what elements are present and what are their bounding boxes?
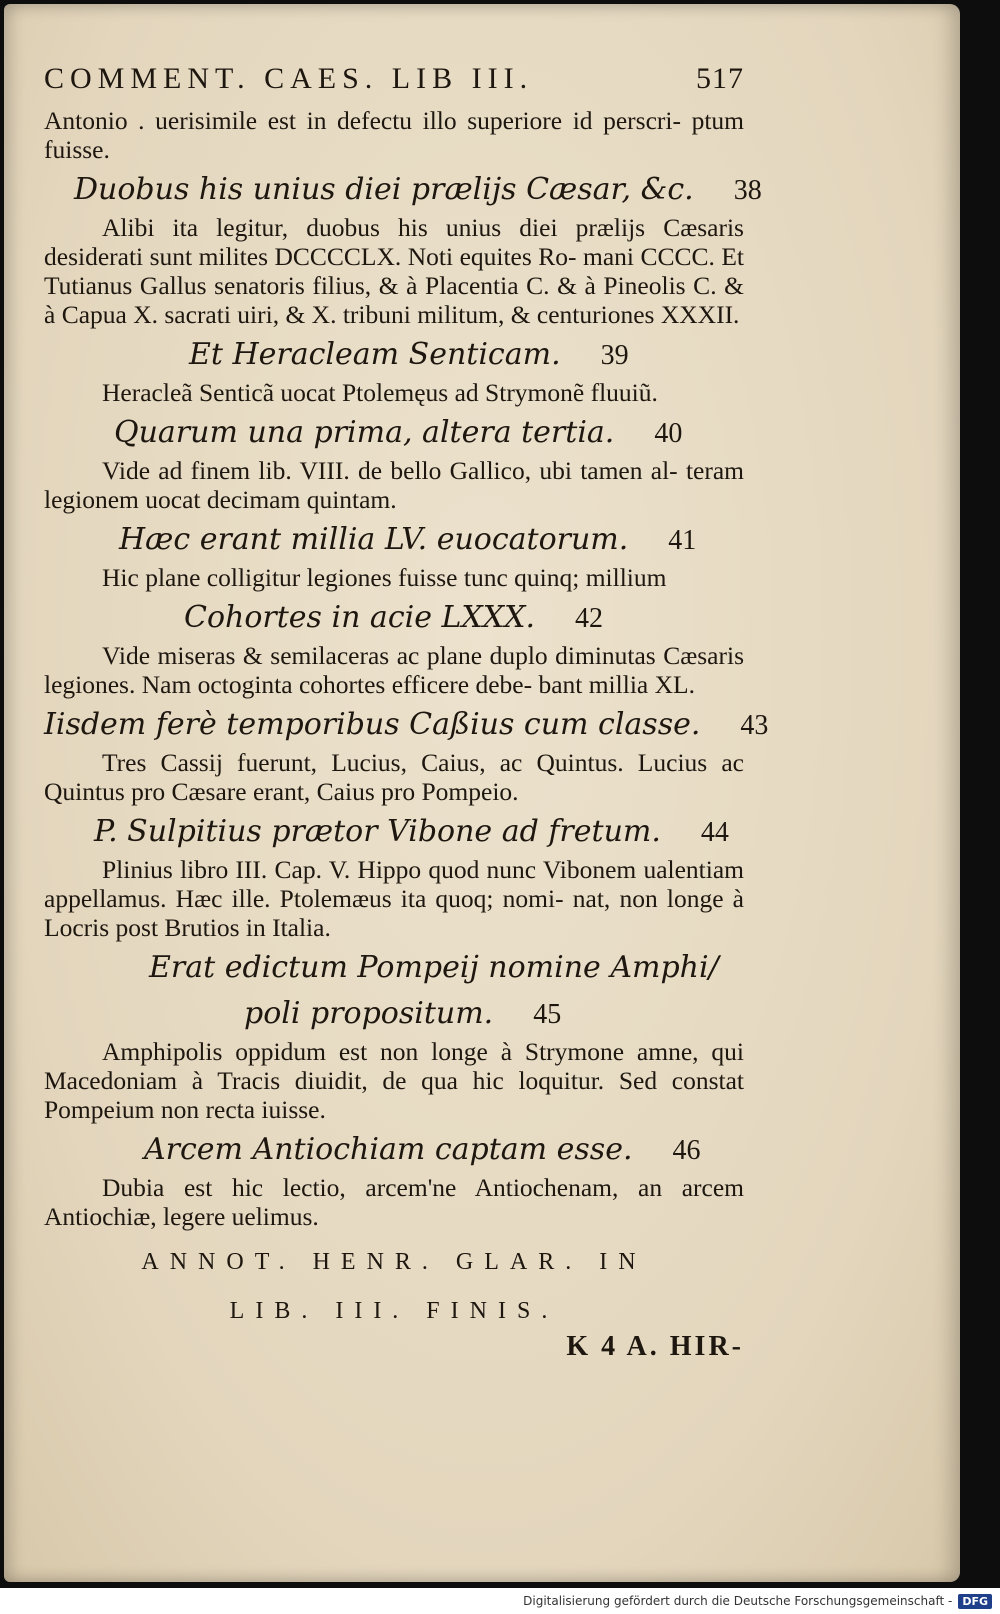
lemma-heading [44,994,744,1035]
commentary-paragraph: Vide ad finem lib. VIII. de bello Gallico, ubi tamen al- teram legionem uocat decimam quintam. [44,456,744,514]
lemma-text: Erat edictum Pompeij nomine Amphi/ [149,950,719,985]
note-number: 40 [654,418,683,449]
lemma-heading [44,1130,744,1171]
commentary-paragraph: Dubia est hic lectio, arcem'ne Antiochenam, an arcem Antiochiæ, legere uelimus. [44,1173,744,1231]
note-number: 43 [740,710,769,741]
lemma-text: Quarum una prima, altera tertia. [114,415,615,450]
running-title: COMMENT. CAES. LIB III. [44,62,534,95]
lemma-text: Duobus his unius diei prælijs Cæsar, &c. [74,172,694,207]
lemma-heading [44,413,744,454]
lemma-heading [44,598,744,639]
note-number: 45 [533,999,562,1030]
lemma-text: Hæc erant millia LV. euocatorum. [119,522,629,557]
note-number: 44 [700,817,729,848]
running-head [44,62,744,106]
lemma-heading [44,812,744,853]
page-number: 517 [696,62,744,95]
lemma-text: Iisdem ferè temporibus Caßius cum classe. [44,707,701,742]
explicit-line-1: ANNOT. HENR. GLAR. IN [141,1249,647,1275]
note-number: 39 [600,340,629,371]
note-number: 46 [672,1135,701,1166]
commentary-paragraph: Vide miseras & semilaceras ac plane duplo diminutas Cæsaris legiones. Nam octoginta cohortes efficere debe- bant millia XL. [44,641,744,699]
commentary-paragraph: Amphipolis oppidum est non longe à Strymone amne, qui Macedoniam à Tracis diuidit, de qua hic loquitur. Sed constat Pompeium non recta iuisse. [44,1037,744,1124]
lemma-heading [44,705,769,746]
footer-credit: Digitalisierung gefördert durch die Deutsche Forschungsgemeinschaft - [523,1594,953,1608]
lemma-heading [44,335,744,376]
lemma-text: Et Heracleam Senticam. [189,337,561,372]
commentary-paragraph: Hic plane colligitur legiones fuisse tunc quinq; millium [102,563,667,592]
lemma-text: Arcem Antiochiam captam esse. [144,1132,633,1167]
commentary-paragraph: Antonio . uerisimile est in defectu illo superiore id perscri- ptum fuisse. [44,106,744,164]
commentary-paragraph: Alibi ita legitur, duobus his unius diei prælijs Cæsaris desiderati sunt milites DCCCCLX. Noti equites Ro- mani CCCC. Et Tutianus Gallus senatoris filius, & à Placentia C. & à Pineolis C. & à Capua X. sacrati uiri, & X. tribuni militum, & centuriones XXXII. [44,213,744,329]
lemma-text: P. Sulpitius prætor Vibone ad fretum. [94,814,661,849]
commentary-body [44,106,769,1231]
lemma-heading [44,520,744,561]
lemma-text: Cohortes in acie LXXX. [184,600,536,635]
note-number: 41 [668,525,697,556]
dfg-logo: DFG [958,1594,992,1609]
book-page [4,4,960,1582]
signature-catchword: K 4 A. HIR- [566,1331,744,1362]
lemma-heading [44,948,744,988]
commentary-paragraph: Plinius libro III. Cap. V. Hippo quod nunc Vibonem ualentiam appellamus. Hæc ille. Ptolemæus ita quoq; nomi- nat, non longe à Locris post Brutios in Italia. [44,855,744,942]
commentary-paragraph: Tres Cassij fuerunt, Lucius, Caius, ac Quintus. Lucius ac Quintus pro Cæsare erant, Caius pro Pompeio. [44,748,744,806]
page-content [44,62,769,1363]
lemma-text: poli propositum. [244,996,494,1031]
commentary-paragraph: Heracleã Senticã uocat Ptolemęus ad Strymonẽ fluuiũ. [102,378,658,407]
note-number: 42 [575,603,604,634]
note-number: 38 [733,175,762,206]
explicit-line-2: LIB. III. FINIS. [229,1298,559,1324]
lemma-heading [44,170,762,211]
digitization-footer [0,1588,1000,1614]
